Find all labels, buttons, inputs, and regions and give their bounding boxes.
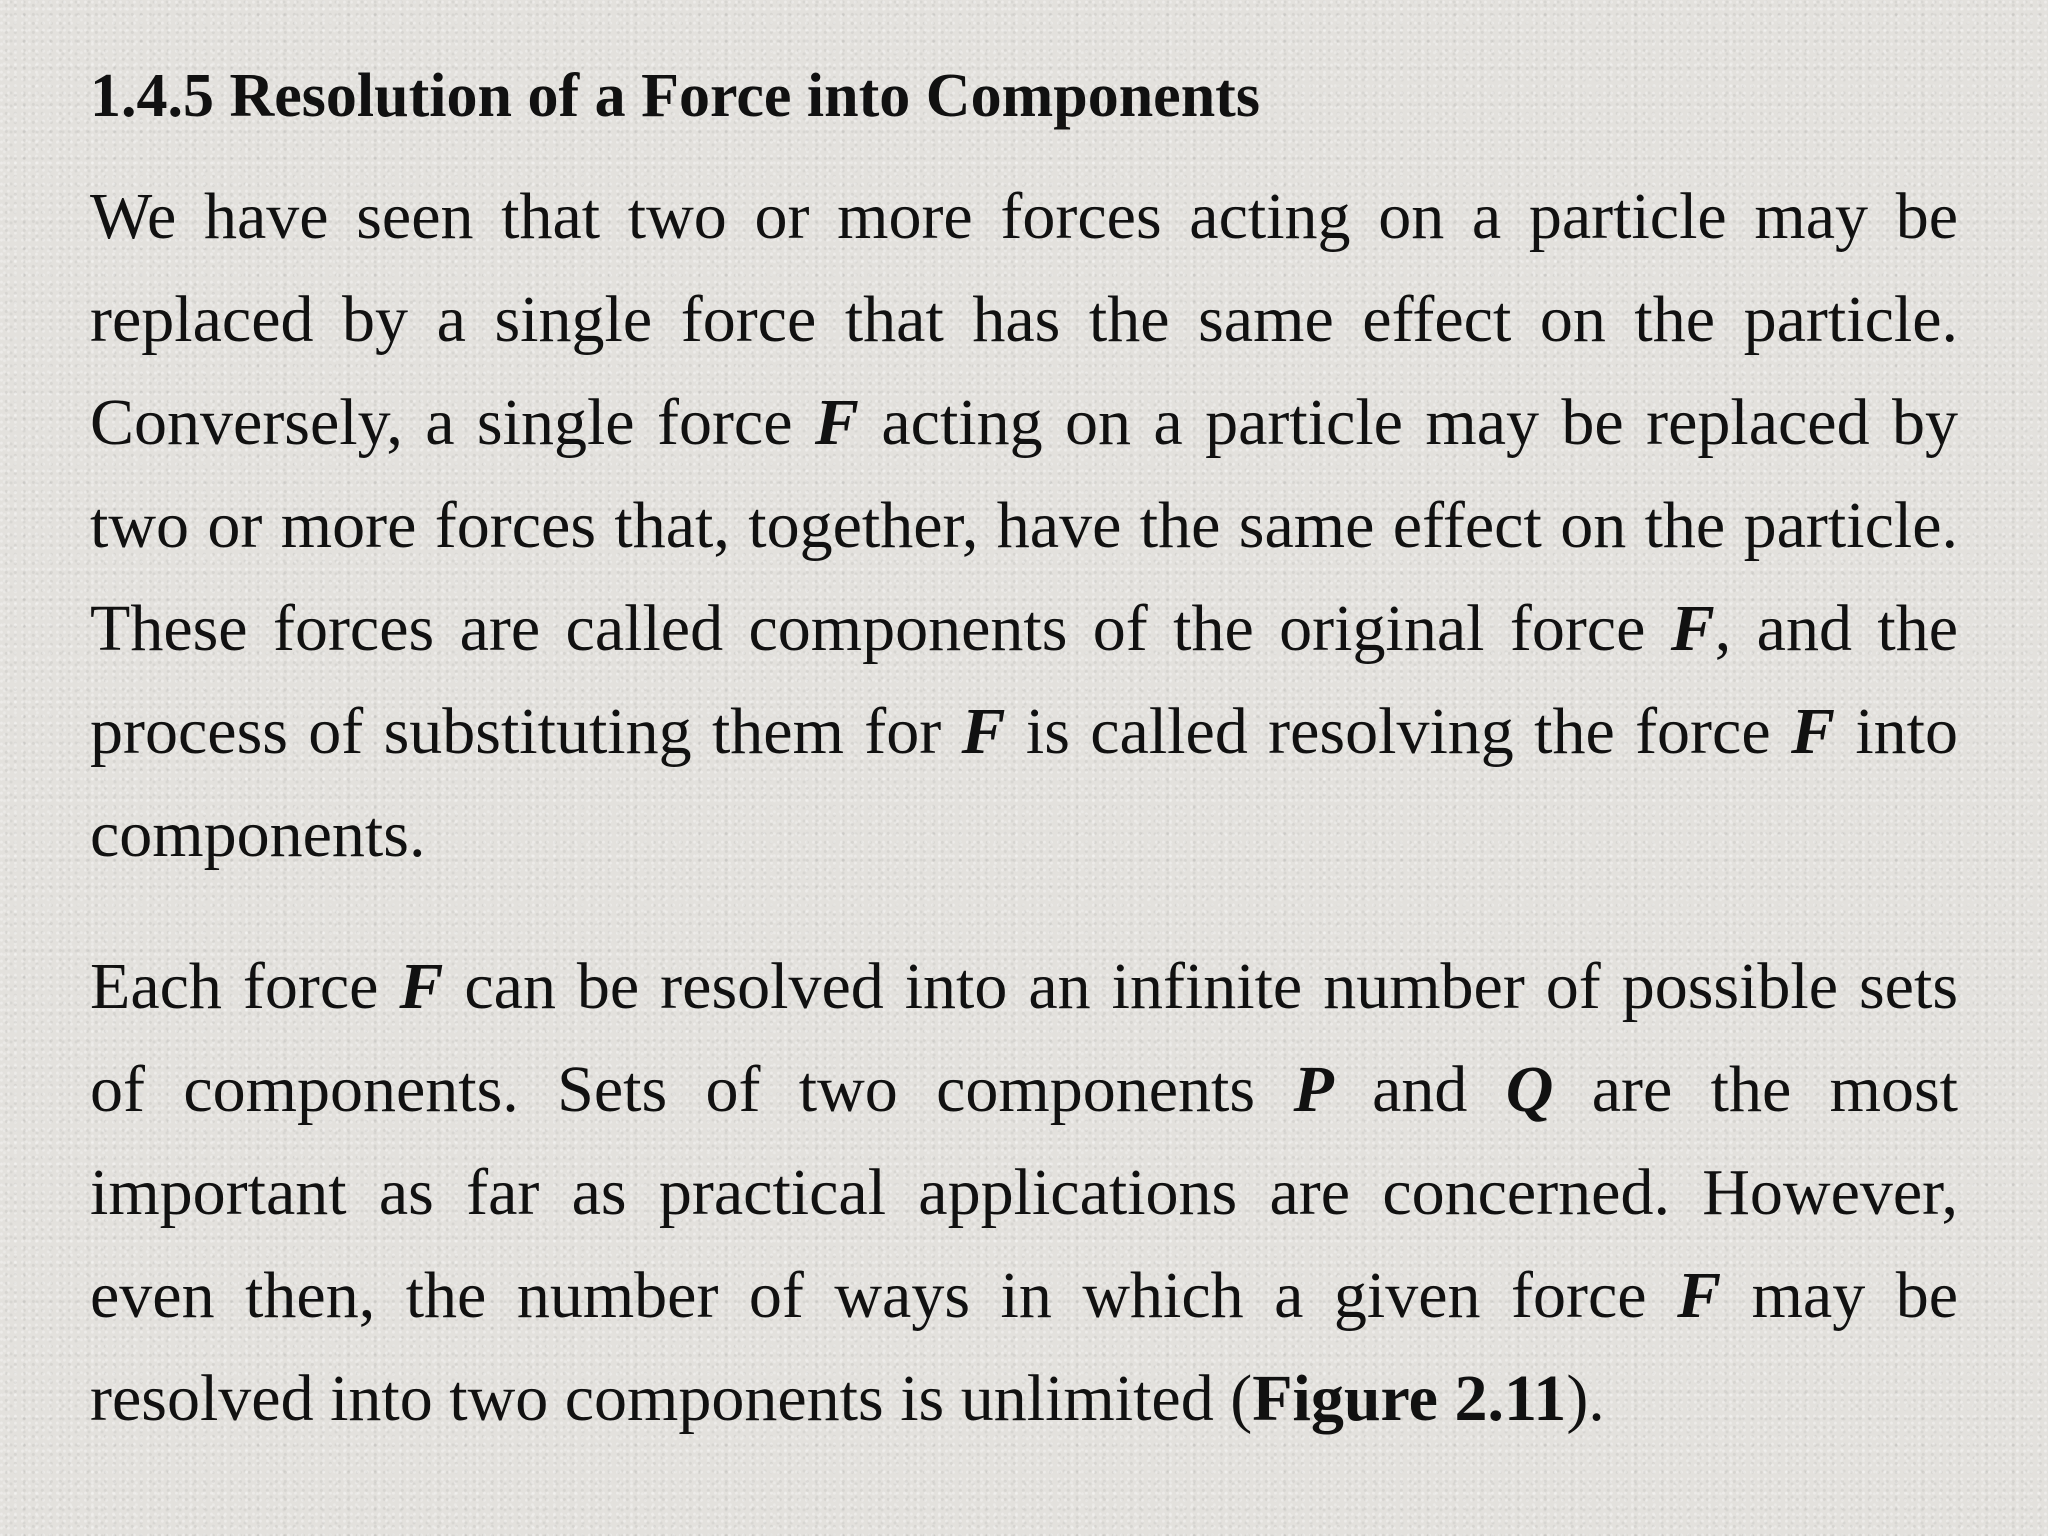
component-symbol-p: P <box>1293 1053 1334 1126</box>
paragraph-1 <box>90 165 1958 886</box>
text-run: are the most important as far as practical applications are concerned. However, even then, the number of ways in which a given force <box>90 1053 1959 1332</box>
text-run: and <box>1333 1053 1506 1126</box>
text-run: may be resolved into two components is unlimited ( <box>90 1259 1958 1435</box>
text-run: ). <box>1566 1362 1605 1435</box>
force-symbol-f: F <box>961 695 1006 768</box>
text-run: , and the process of substituting them for <box>90 592 1958 768</box>
section-heading: 1.4.5 Resolution of a Force into Components <box>90 62 1260 130</box>
force-symbol-f: F <box>814 386 859 459</box>
text-run: into components. <box>90 695 1958 871</box>
force-symbol-f: F <box>1670 592 1715 665</box>
text-run: Each force <box>90 950 400 1023</box>
text-run: can be resolved into an infinite number of possible sets of components. Sets of two components <box>90 950 1958 1126</box>
text-run: acting on a particle may be replaced by two or more forces that, together, have the same effect on the particle. These forces are called components of the original force <box>90 386 1958 665</box>
force-symbol-f: F <box>1677 1259 1722 1332</box>
figure-reference: Figure 2.11 <box>1252 1362 1567 1435</box>
force-symbol-f: F <box>399 950 444 1023</box>
text-run: is called resolving the force <box>1005 695 1791 768</box>
force-symbol-f: F <box>1790 695 1835 768</box>
text-run: We have seen that two or more forces acting on a particle may be replaced by a single force that has the same effect on the particle. Conversely, a single force <box>90 180 1958 459</box>
component-symbol-q: Q <box>1505 1053 1554 1126</box>
paragraph-2 <box>90 935 1958 1450</box>
